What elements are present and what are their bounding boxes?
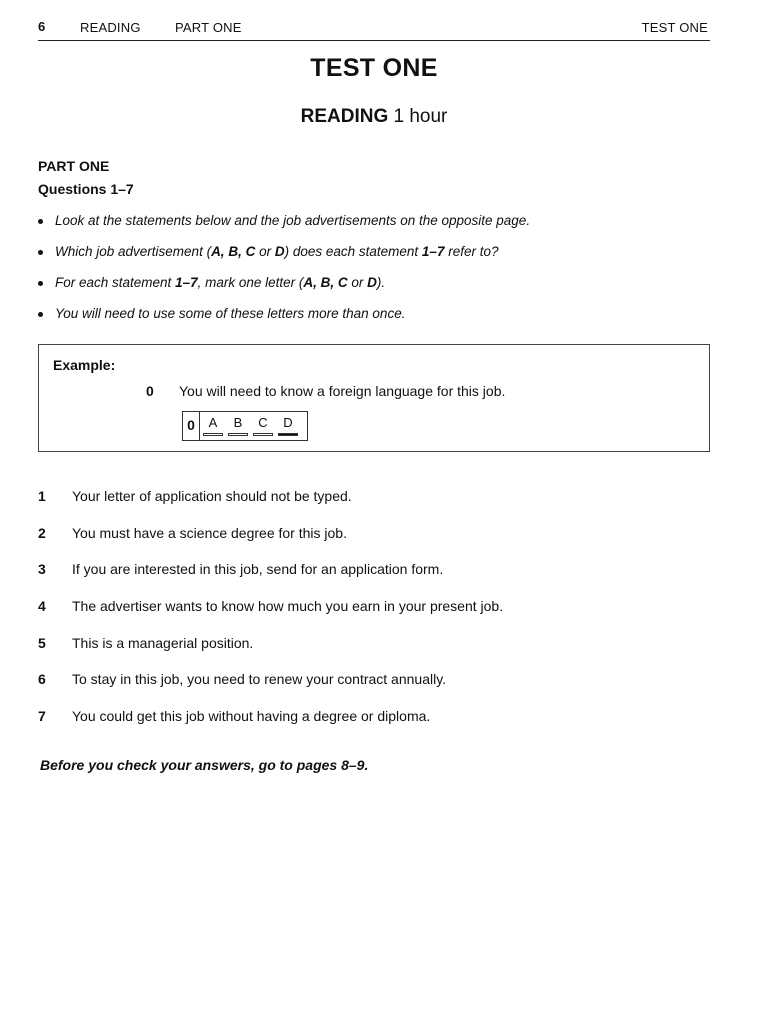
- statement-item: [38, 486, 718, 523]
- example-box: [38, 344, 710, 452]
- bullet-icon: [38, 312, 43, 317]
- page-title: TEST ONE: [310, 54, 438, 82]
- answer-option-d: D: [283, 415, 293, 430]
- statement-text: If you are interested in this job, send for an application form.: [72, 561, 444, 578]
- statement-text: Your letter of application should not be typed.: [72, 488, 352, 504]
- part-title: PART ONE: [38, 158, 110, 174]
- running-header: [38, 18, 710, 41]
- statement-item: [38, 523, 718, 560]
- instruction-segment: refer to?: [444, 244, 499, 259]
- instruction-item: [38, 274, 718, 305]
- statement-text: The advertiser wants to know how much you earn in your present job.: [72, 598, 504, 615]
- answer-mark-a[interactable]: [203, 433, 223, 436]
- header-test: TEST ONE: [641, 20, 708, 35]
- statement-text: To stay in this job, you need to renew your contract annually.: [72, 671, 447, 688]
- instruction-text: [55, 213, 530, 228]
- statement-number: 5: [38, 634, 46, 651]
- statement-number: 2: [38, 524, 46, 541]
- instruction-segment: Which job advertisement (: [55, 244, 212, 259]
- statement-number: 7: [38, 708, 46, 725]
- instruction-segment: ).: [376, 275, 386, 290]
- answer-sheet-number: 0: [183, 412, 200, 440]
- statements-list: [38, 486, 718, 743]
- instruction-segment: 1–7: [421, 244, 445, 259]
- statement-text: This is a managerial position.: [72, 634, 254, 651]
- footer-note: Before you check your answers, go to pages 8–9.: [40, 757, 369, 773]
- example-label: Example:: [53, 357, 116, 373]
- instruction-item: [38, 243, 718, 274]
- page-number: 6: [38, 19, 46, 34]
- answer-option-a: A: [208, 415, 218, 430]
- statement-item: [38, 633, 718, 670]
- example-number: 0: [146, 383, 154, 399]
- instruction-text: [55, 275, 385, 290]
- instruction-item: [38, 305, 718, 336]
- instruction-segment: A, B, C: [303, 275, 348, 290]
- subtitle-section: READING: [300, 106, 389, 127]
- statement-text: You must have a science degree for this job.: [72, 524, 347, 541]
- page-subtitle: [0, 106, 748, 128]
- instruction-segment: D: [274, 244, 285, 259]
- bullet-icon: [38, 281, 43, 286]
- instruction-text: [55, 244, 498, 259]
- answer-option-b: B: [233, 415, 243, 430]
- statement-number: 6: [38, 671, 46, 688]
- bullet-icon: [38, 250, 43, 255]
- instructions-list: [38, 212, 718, 336]
- instruction-segment: For each statement: [55, 275, 176, 290]
- header-section: READING: [80, 20, 141, 35]
- answer-mark-d[interactable]: [278, 433, 298, 436]
- statement-number: 1: [38, 488, 46, 504]
- instruction-segment: You will need to use some of these letters more than once.: [55, 306, 406, 321]
- answer-option-c: C: [258, 415, 268, 430]
- instruction-segment: , mark one letter (: [197, 275, 304, 290]
- answer-sheet-grid: [182, 411, 308, 441]
- instruction-segment: 1–7: [175, 275, 198, 290]
- statement-text: You could get this job without having a degree or diploma.: [72, 708, 431, 725]
- statement-number: 3: [38, 561, 46, 578]
- instruction-segment: D: [367, 275, 377, 290]
- instruction-segment: A, B, C: [211, 244, 256, 259]
- instruction-segment: ) does each statement: [284, 244, 422, 259]
- example-statement: You will need to know a foreign language for this job.: [179, 383, 506, 399]
- statement-item: [38, 596, 718, 633]
- instruction-segment: or: [255, 244, 275, 259]
- bullet-icon: [38, 219, 43, 224]
- statement-item: [38, 559, 718, 596]
- subtitle-duration: 1 hour: [393, 106, 448, 127]
- statement-number: 4: [38, 598, 46, 615]
- instruction-item: [38, 212, 718, 243]
- instruction-segment: or: [347, 275, 368, 290]
- answer-mark-b[interactable]: [228, 433, 248, 436]
- statement-item: [38, 706, 718, 743]
- questions-range: Questions 1–7: [38, 181, 134, 197]
- answer-mark-c[interactable]: [253, 433, 273, 436]
- statement-item: [38, 669, 718, 706]
- instruction-text: [55, 306, 405, 321]
- header-part: PART ONE: [175, 20, 242, 35]
- instruction-segment: Look at the statements below and the job advertisements on the opposite page.: [55, 213, 531, 228]
